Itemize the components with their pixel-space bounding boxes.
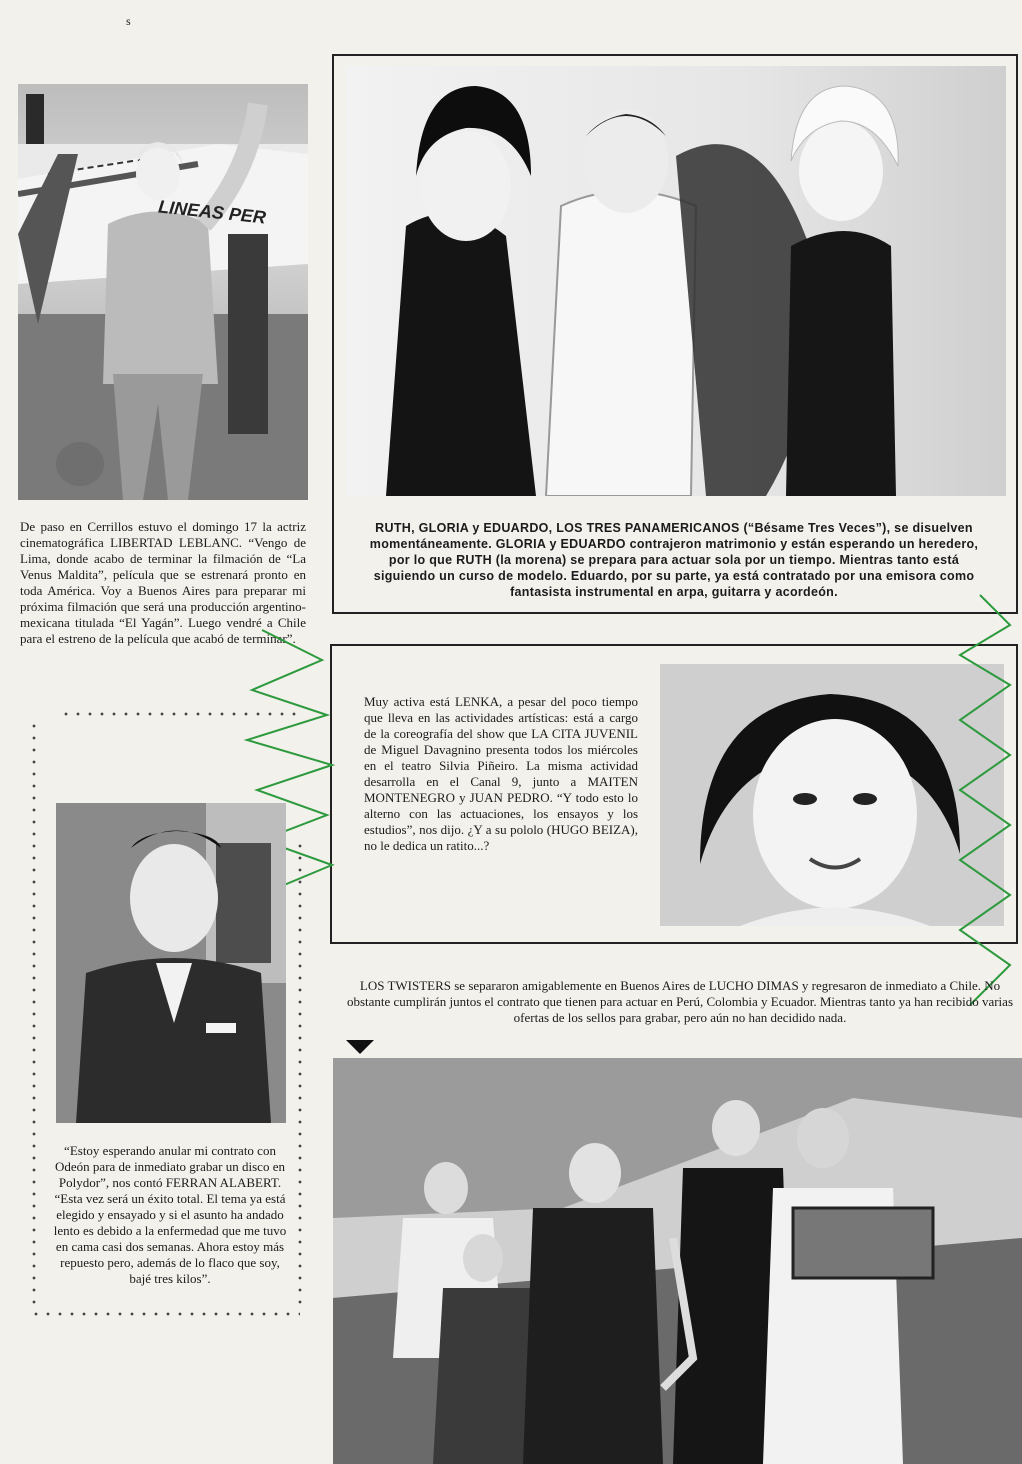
caption-lenka: Muy activa está LENKA, a pesar del poco tiempo que lleva en las actividades artísticas: está a cargo de la coreografía del show que LA CITA JUVENIL de Miguel Davagnino presenta todos los miércoles en el teatro Silvia Piñeiro. La misma actividad desarrolla en el Canal 9, junto a MAITEN MONTENEGRO y JUAN PEDRO. “Y todo esto lo alterno con las actuaciones, los ensayos y los estudios”, nos dijo. ¿Y a su pololo (HUGO BEIZA), no le dedica un ratito...? — [364, 694, 638, 853]
caption-ferran-alabert: “Estoy esperando anular mi contrato con Odeón para de inmediato grabar un disco en Polydor”, nos contó FERRAN ALABERT. “Esta vez será un éxito total. El tema ya está elegido y ensayado y si el asunto ha andado lento es debido a la enfermedad que me tuvo en cama casi dos semanas. Ahora estoy más repuesto pero, además de lo flaco que soy, bajé tres kilos”. — [53, 1143, 287, 1286]
dotted-border-top — [60, 710, 300, 718]
dotted-border-bottom — [30, 1310, 300, 1318]
caption-los-twisters: LOS TWISTERS se separaron amigablemente en Buenos Aires de LUCHO DIMAS y regresaron de inmediato a Chile. No obstante cumplirán juntos el contrato que tienen para actuar en Perú, Colombia y Ecuador. Mientras tanto ya han recibido varias ofertas de los sellos para grabar, pero aún no han decidido nada. — [346, 978, 1014, 1025]
page-mark: s — [126, 14, 131, 28]
airline-sign-text: LINEAS PER — [157, 196, 267, 228]
caption-libertad-leblanc: De paso en Cerrillos estuvo el domingo 17 la actriz cinematográfica LIBERTAD LEBLANC. “Vengo de Lima, donde acabo de terminar la filmación de “La Venus Maldita”, película que se estrenará pronto en toda América. Voy a Buenos Aires para preparar mi próxima filmación que será una producción argentino-mexicana titulada “El Yagán”. Luego vendré a Chile para el estreno de la película que acabó de terminar”. — [20, 519, 306, 646]
caption-tres-panamericanos: RUTH, GLORIA y EDUARDO, LOS TRES PANAMERICANOS (“Bésame Tres Veces”), se disuelven momentáneamente. GLORIA y EDUARDO contrajeron matrimonio y están esperando un heredero, por lo que RUTH (la morena) se prepara para actuar sola por un tiempo. Mientras tanto está siguiendo un curso de modelo. Eduardo, por su parte, ya está contratado por una emisora como fantasista instrumental en arpa, guitarra y acordeón. — [369, 521, 979, 599]
dotted-border-left — [30, 720, 38, 1310]
triangle-marker-icon — [346, 1040, 374, 1054]
photo-tres-panamericanos — [346, 66, 1006, 496]
photo-libertad-leblanc — [18, 84, 308, 500]
dotted-border-right — [296, 840, 304, 1310]
green-scribble-right — [950, 585, 1020, 1025]
photo-ferran-alabert — [56, 803, 286, 1123]
photo-los-twisters — [333, 1058, 1022, 1464]
